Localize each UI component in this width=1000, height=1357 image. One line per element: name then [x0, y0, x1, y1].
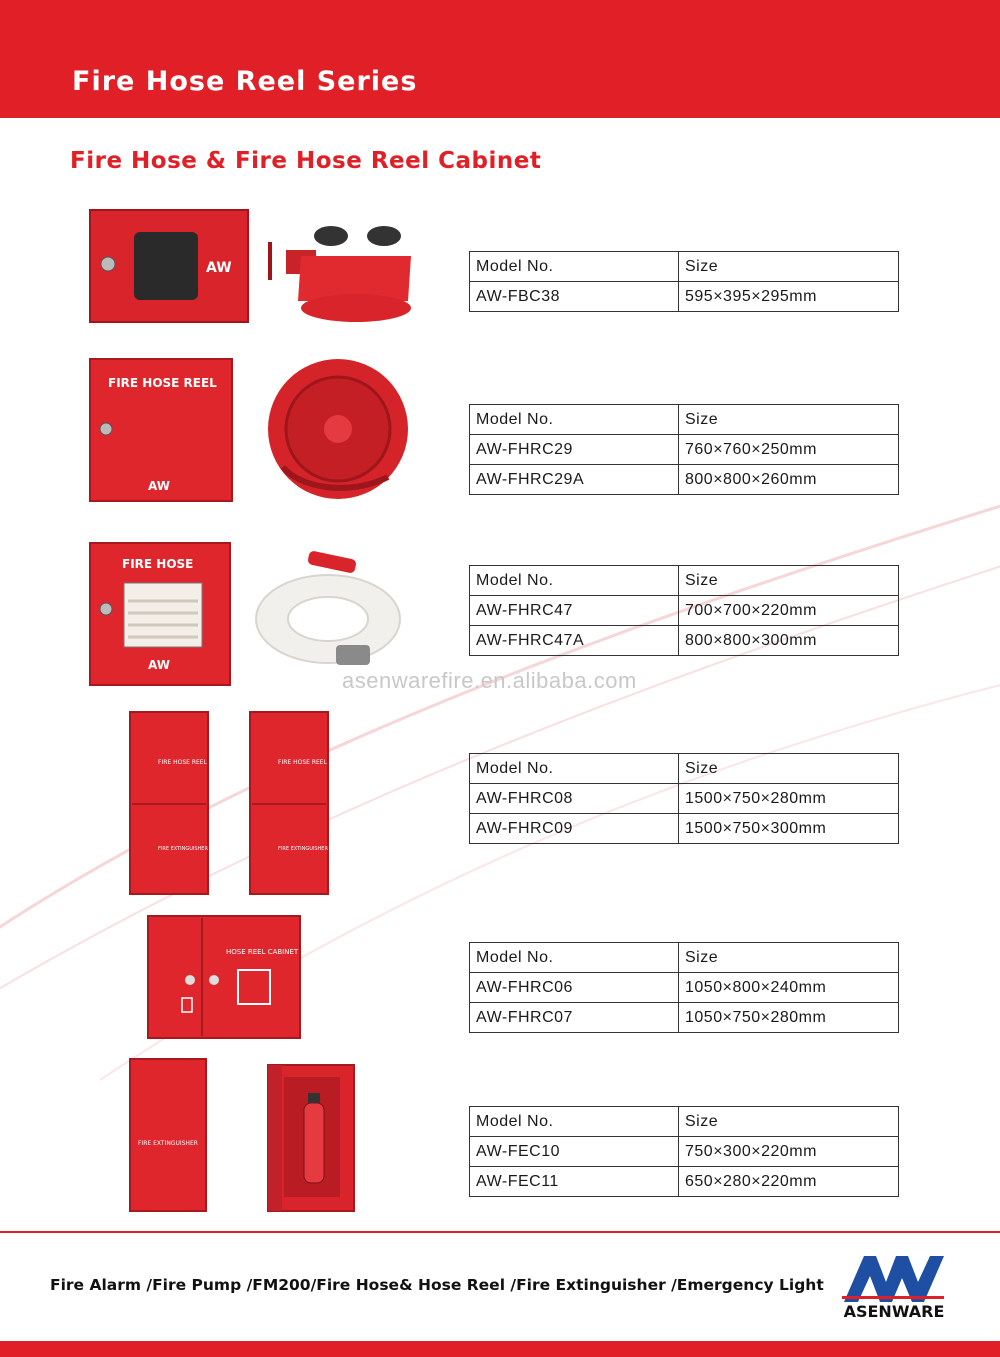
- size-cell: 1050×800×240mm: [679, 973, 899, 1003]
- product-image-fbc38: [86, 206, 416, 330]
- table-header-row: [470, 943, 899, 973]
- spec-table-5: [469, 942, 899, 1033]
- model-cell: AW-FHRC06: [470, 973, 679, 1003]
- product-image-fhrc29: [88, 357, 408, 517]
- model-cell: AW-FHRC08: [470, 784, 679, 814]
- header-model: Model No.: [470, 943, 679, 973]
- svg-text:FIRE HOSE REEL: FIRE HOSE REEL: [158, 759, 207, 766]
- model-cell: AW-FBC38: [470, 282, 679, 312]
- table-row: [470, 784, 899, 814]
- header-size: Size: [679, 943, 899, 973]
- watermark: asenwarefire.en.alibaba.com: [342, 668, 637, 693]
- svg-text:FIRE EXTINGUISHER: FIRE EXTINGUISHER: [158, 846, 208, 852]
- header-size: Size: [679, 1107, 899, 1137]
- header-size: Size: [679, 754, 899, 784]
- svg-text:AW: AW: [148, 479, 170, 493]
- svg-text:AW: AW: [148, 658, 170, 672]
- header-banner: [0, 0, 1000, 118]
- header-model: Model No.: [470, 252, 679, 282]
- table-header-row: [470, 405, 899, 435]
- svg-text:FIRE HOSE REEL: FIRE HOSE REEL: [278, 759, 327, 766]
- table-row: [470, 1167, 899, 1197]
- table-row: [470, 435, 899, 465]
- size-cell: 800×800×300mm: [679, 626, 899, 656]
- table-row: [470, 973, 899, 1003]
- size-cell: 800×800×260mm: [679, 465, 899, 495]
- header-size: Size: [679, 566, 899, 596]
- table-header-row: [470, 1107, 899, 1137]
- product-image-fec10: [128, 1057, 360, 1215]
- table-header-row: [470, 754, 899, 784]
- spec-table-6: [469, 1106, 899, 1197]
- model-cell: AW-FHRC29: [470, 435, 679, 465]
- cabinet-label: FIRE HOSE REEL: [108, 376, 217, 390]
- page-title: Fire Hose Reel Series: [72, 66, 418, 97]
- size-cell: 595×395×295mm: [679, 282, 899, 312]
- table-header-row: [470, 566, 899, 596]
- model-cell: AW-FEC10: [470, 1137, 679, 1167]
- section-subtitle: Fire Hose & Fire Hose Reel Cabinet: [70, 148, 542, 174]
- table-row: [470, 465, 899, 495]
- svg-text:FIRE HOSE: FIRE HOSE: [122, 557, 194, 571]
- size-cell: 760×760×250mm: [679, 435, 899, 465]
- model-cell: AW-FHRC07: [470, 1003, 679, 1033]
- svg-text:HOSE REEL CABINET: HOSE REEL CABINET: [226, 948, 299, 956]
- logo-text: ASENWARE: [843, 1302, 945, 1321]
- spec-table-4: [469, 753, 899, 844]
- model-cell: AW-FHRC47A: [470, 626, 679, 656]
- size-cell: 750×300×220mm: [679, 1137, 899, 1167]
- size-cell: 1500×750×280mm: [679, 784, 899, 814]
- table-row: [470, 626, 899, 656]
- size-cell: 650×280×220mm: [679, 1167, 899, 1197]
- spec-table-3: [469, 565, 899, 656]
- table-header-row: [470, 252, 899, 282]
- table-row: [470, 1137, 899, 1167]
- brand-mark: AW: [206, 260, 232, 276]
- model-cell: AW-FHRC09: [470, 814, 679, 844]
- header-model: Model No.: [470, 754, 679, 784]
- bottom-bar: [0, 1341, 1000, 1357]
- model-cell: AW-FEC11: [470, 1167, 679, 1197]
- header-model: Model No.: [470, 566, 679, 596]
- size-cell: 700×700×220mm: [679, 596, 899, 626]
- model-cell: AW-FHRC47: [470, 596, 679, 626]
- product-image-fhrc08: [128, 708, 333, 898]
- header-size: Size: [679, 405, 899, 435]
- header-size: Size: [679, 252, 899, 282]
- size-cell: 1500×750×300mm: [679, 814, 899, 844]
- table-row: [470, 814, 899, 844]
- size-cell: 1050×750×280mm: [679, 1003, 899, 1033]
- svg-text:FIRE EXTINGUISHER: FIRE EXTINGUISHER: [138, 1140, 198, 1147]
- spec-table-2: [469, 404, 899, 495]
- footer-divider: [0, 1231, 1000, 1233]
- spec-table-1: [469, 251, 899, 312]
- model-cell: AW-FHRC29A: [470, 465, 679, 495]
- header-model: Model No.: [470, 1107, 679, 1137]
- footer-product-list: Fire Alarm /Fire Pump /FM200/Fire Hose& Hose Reel /Fire Extinguisher /Emergency Light: [50, 1276, 824, 1294]
- svg-text:FIRE EXTINGUISHER: FIRE EXTINGUISHER: [278, 846, 328, 852]
- header-model: Model No.: [470, 405, 679, 435]
- product-image-fhrc06: [146, 914, 304, 1042]
- table-row: [470, 1003, 899, 1033]
- table-row: [470, 596, 899, 626]
- table-row: [470, 282, 899, 312]
